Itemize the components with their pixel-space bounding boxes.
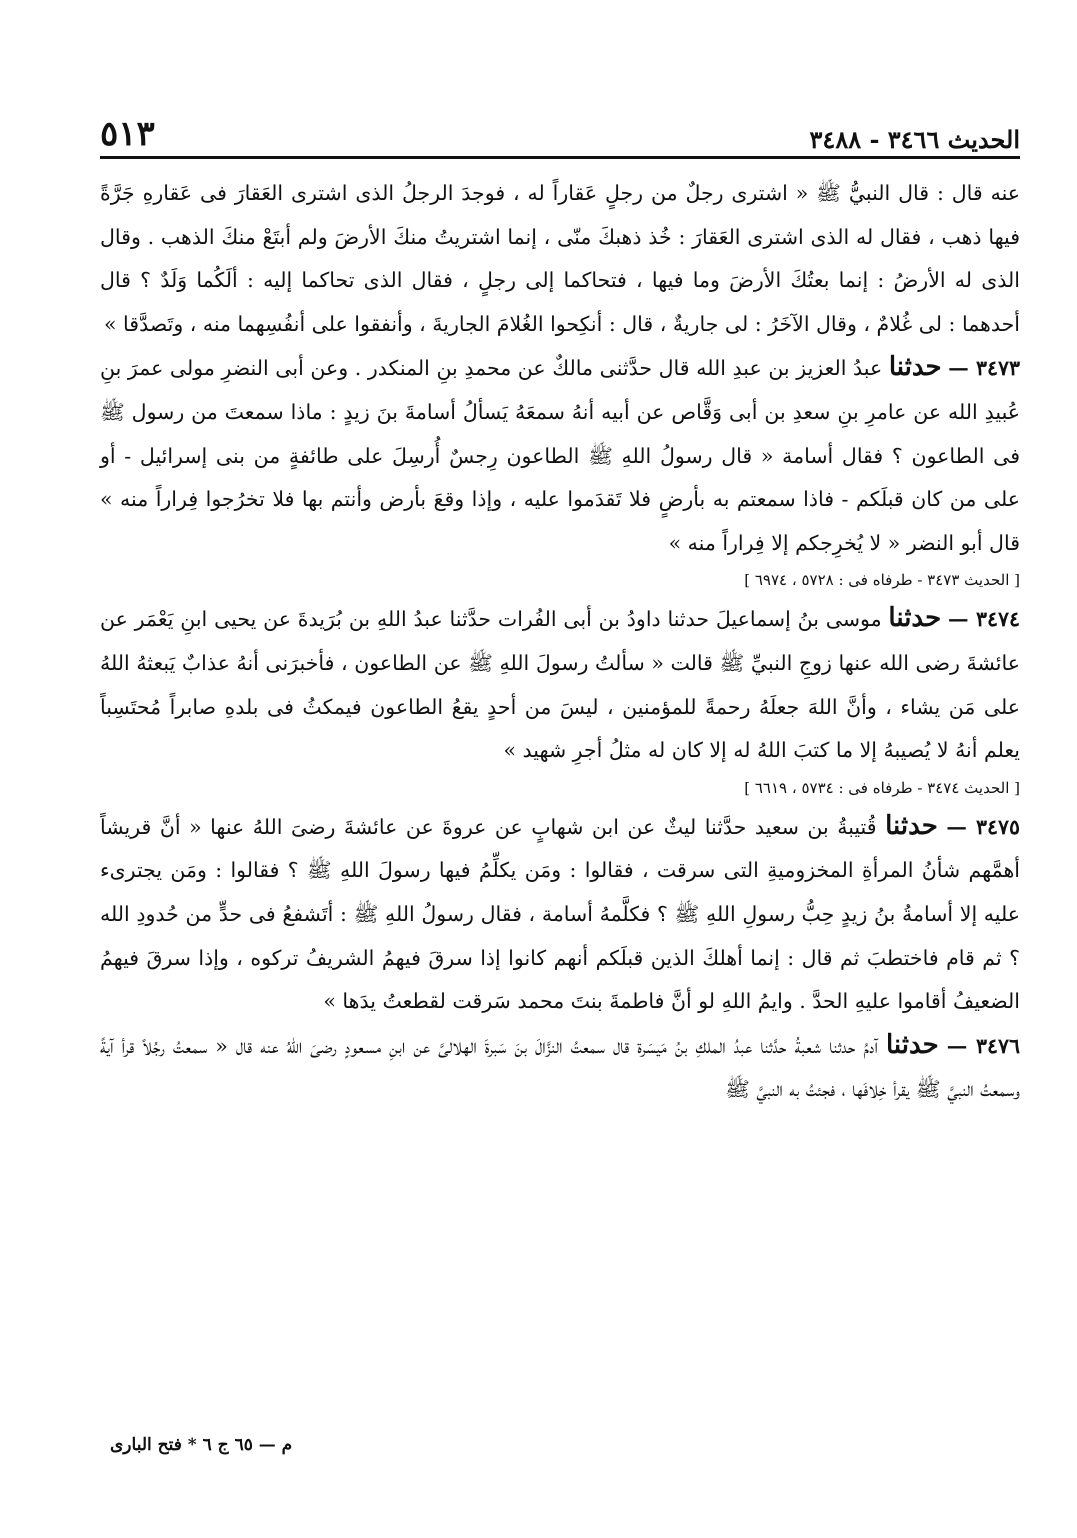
hadith-reference: [ الحديث ٣٤٧٤ - طرفاه فى : ٥٧٣٤ ، ٦٦١٩ ] [744,778,1020,797]
hadith-number: ٣٤٧٥ — [946,814,1020,839]
hadith-text: موسى بنُ إسماعيلَ حدثنا داودُ بن أبى الفُرات حدَّثنا عبدُ اللهِ بن بُرَيدةَ عن يحيى ابنِ يَعْمَر عن عائشةَ رضى الله عنها زوجِ النبيِّ ﷺ قالت « سألتُ رسولَ اللهِ ﷺ عن الطاعون ، فأخبرَنى أنهُ عذابٌ يَبعثهُ اللهُ على مَن يشاء ، وأنَّ اللهَ جعلَهُ رحمةً للمؤمنين ، ليسَ من أحدٍ يقعُ الطاعون فيمكثُ فى بلدهِ صابراً مُحتَسِباً يعلم أنهُ لا يُصيبهُ إلا ما كتبَ اللهُ له إلا كان له مثلُ أجرِ شهيد » [100,607,1020,763]
hadith-text: قُتيبةُ بن سعيد حدَّثنا ليثٌ عن ابن شهابٍ عن عروةَ عن عائشةَ رضىَ اللهُ عنها « أنَّ قريشاً أهمَّهم شأنُ المرأةِ المخزوميةِ التى سرقت ، فقالوا : ومَن يكلِّمُ فيها رسولَ اللهِ ﷺ ؟ فقالوا : ومَن يجترىء عليه إلا أسامةُ بنُ زيدٍ حِبُّ رسولِ اللهِ ﷺ ؟ فكلَّمهُ أسامة ، فقال رسولُ اللهِ ﷺ : أتَشفعُ فى حدٍّ من حُدودِ الله ؟ ثم قام فاختطبَ ثم قال : إنما أهلكَ الذين قبلَكم أنهم كانوا إذا سرقَ فيهمُ الشريفُ تركوه ، وإذا سرقَ فيهمُ الضعيفُ أقاموا عليهِ الحدَّ . وايمُ اللهِ لو أنَّ فاطمةَ بنتَ محمد سَرقت لقطعتُ يدَها » [100,814,1020,1014]
hadith-3475 [100,805,1020,1024]
hadith-3474 [100,597,1020,772]
page-header [100,110,1020,154]
haddathana-word: حدثنا [885,1029,939,1060]
hadith-text: عبدُ العزيز بن عبدِ الله قال حدَّثنى مالكٌ عن محمدِ بنِ المنكدر . وعن أبى النضرِ مولى عمرَ بنِ عُبيدِ الله عن عامرِ بنِ سعدِ بن أبى وَقَّاص عن أبيه أنهُ سمعَهُ يَسألُ أسامةَ بنَ زيدٍ : ماذا سمعتَ من رسول ﷺ فى الطاعون ؟ فقال أسامة « قال رسولُ اللهِ ﷺ الطاعون رِجسٌ أُرسِلَ على طائفةٍ من بنى إسرائيل - أو على من كان قبلَكم - فاذا سمعتم به بأرضٍ فلا تَقدَموا عليه ، وإذا وقعَ بأرض وأنتم بها فلا تخرُجوا فِراراً منه » قال أبو النضر « لا يُخرِجكم إلا فِراراً منه » [100,356,1020,555]
page-number: ٥١٣ [100,114,155,154]
paragraph-continuation [100,172,1020,346]
hadith-reference: [ الحديث ٣٤٧٣ - طرفاه فى : ٥٧٢٨ ، ٦٩٧٤ ] [744,571,1020,590]
hadith-text: آدمُ حدثنا شعبةُ حدَّثنا عبدُ الملكِ بنُ مَيسَرة قال سمعتُ النزَّالَ بنَ سَبرةَ الهلالىَّ عن ابنِ مسعودٍ رضىَ اللهُ عنه قال « سمعتُ رجُلاً قرأ آيةً وسمعتُ النبيَّ ﷺ يقرأ خِلافَها ، فجئتُ به النبيَّ ﷺ [100,1033,1020,1102]
hadith-3473 [100,346,1020,565]
paragraph-text: عنه قال : قال النبيُّ ﷺ « اشترى رجلٌ من رجلٍ عَقاراً له ، فوجدَ الرجلُ الذى اشترى العَقارَ فى عَقارهِ جَرَّةً فيها ذهب ، فقال له الذى اشترى العَقارَ : خُذ ذهبكَ منّى ، إنما اشتريتُ منكَ الأرضَ ولم أبتَعْ منكَ الذهب . وقال الذى له الأرضُ : إنما بعتُكَ الأرضَ وما فيها ، فتحاكما إلى رجلٍ ، فقال الذى تحاكما إليه : ألَكُما وَلَدٌ ؟ قال أحدهما : لى غُلامٌ ، وقال الآخَرُ : لى جاريةٌ ، قال : أنكِحوا الغُلامَ الجاريةَ ، وأنفقوا على أنفُسِهما منه ، وتَصدَّقا » [100,181,1020,336]
haddathana-word: حدثنا [885,810,938,841]
book-page [100,100,1020,1500]
page-body [100,172,1020,1112]
hadith-range: الحديث ٣٤٦٦ - ٣٤٨٨ [809,125,1020,154]
hadith-3476 [100,1024,1020,1112]
hadith-number: ٣٤٧٦ — [946,1033,1020,1058]
page-footer: م — ٦٥ ج ٦ * فتح البارى [110,1435,293,1455]
hadith-number: ٣٤٧٤ — [947,607,1020,632]
haddathana-word: حدثنا [888,603,942,634]
haddathana-word: حدثنا [888,352,942,383]
header-rule [100,156,1020,159]
hadith-number: ٣٤٧٣ — [948,356,1020,381]
